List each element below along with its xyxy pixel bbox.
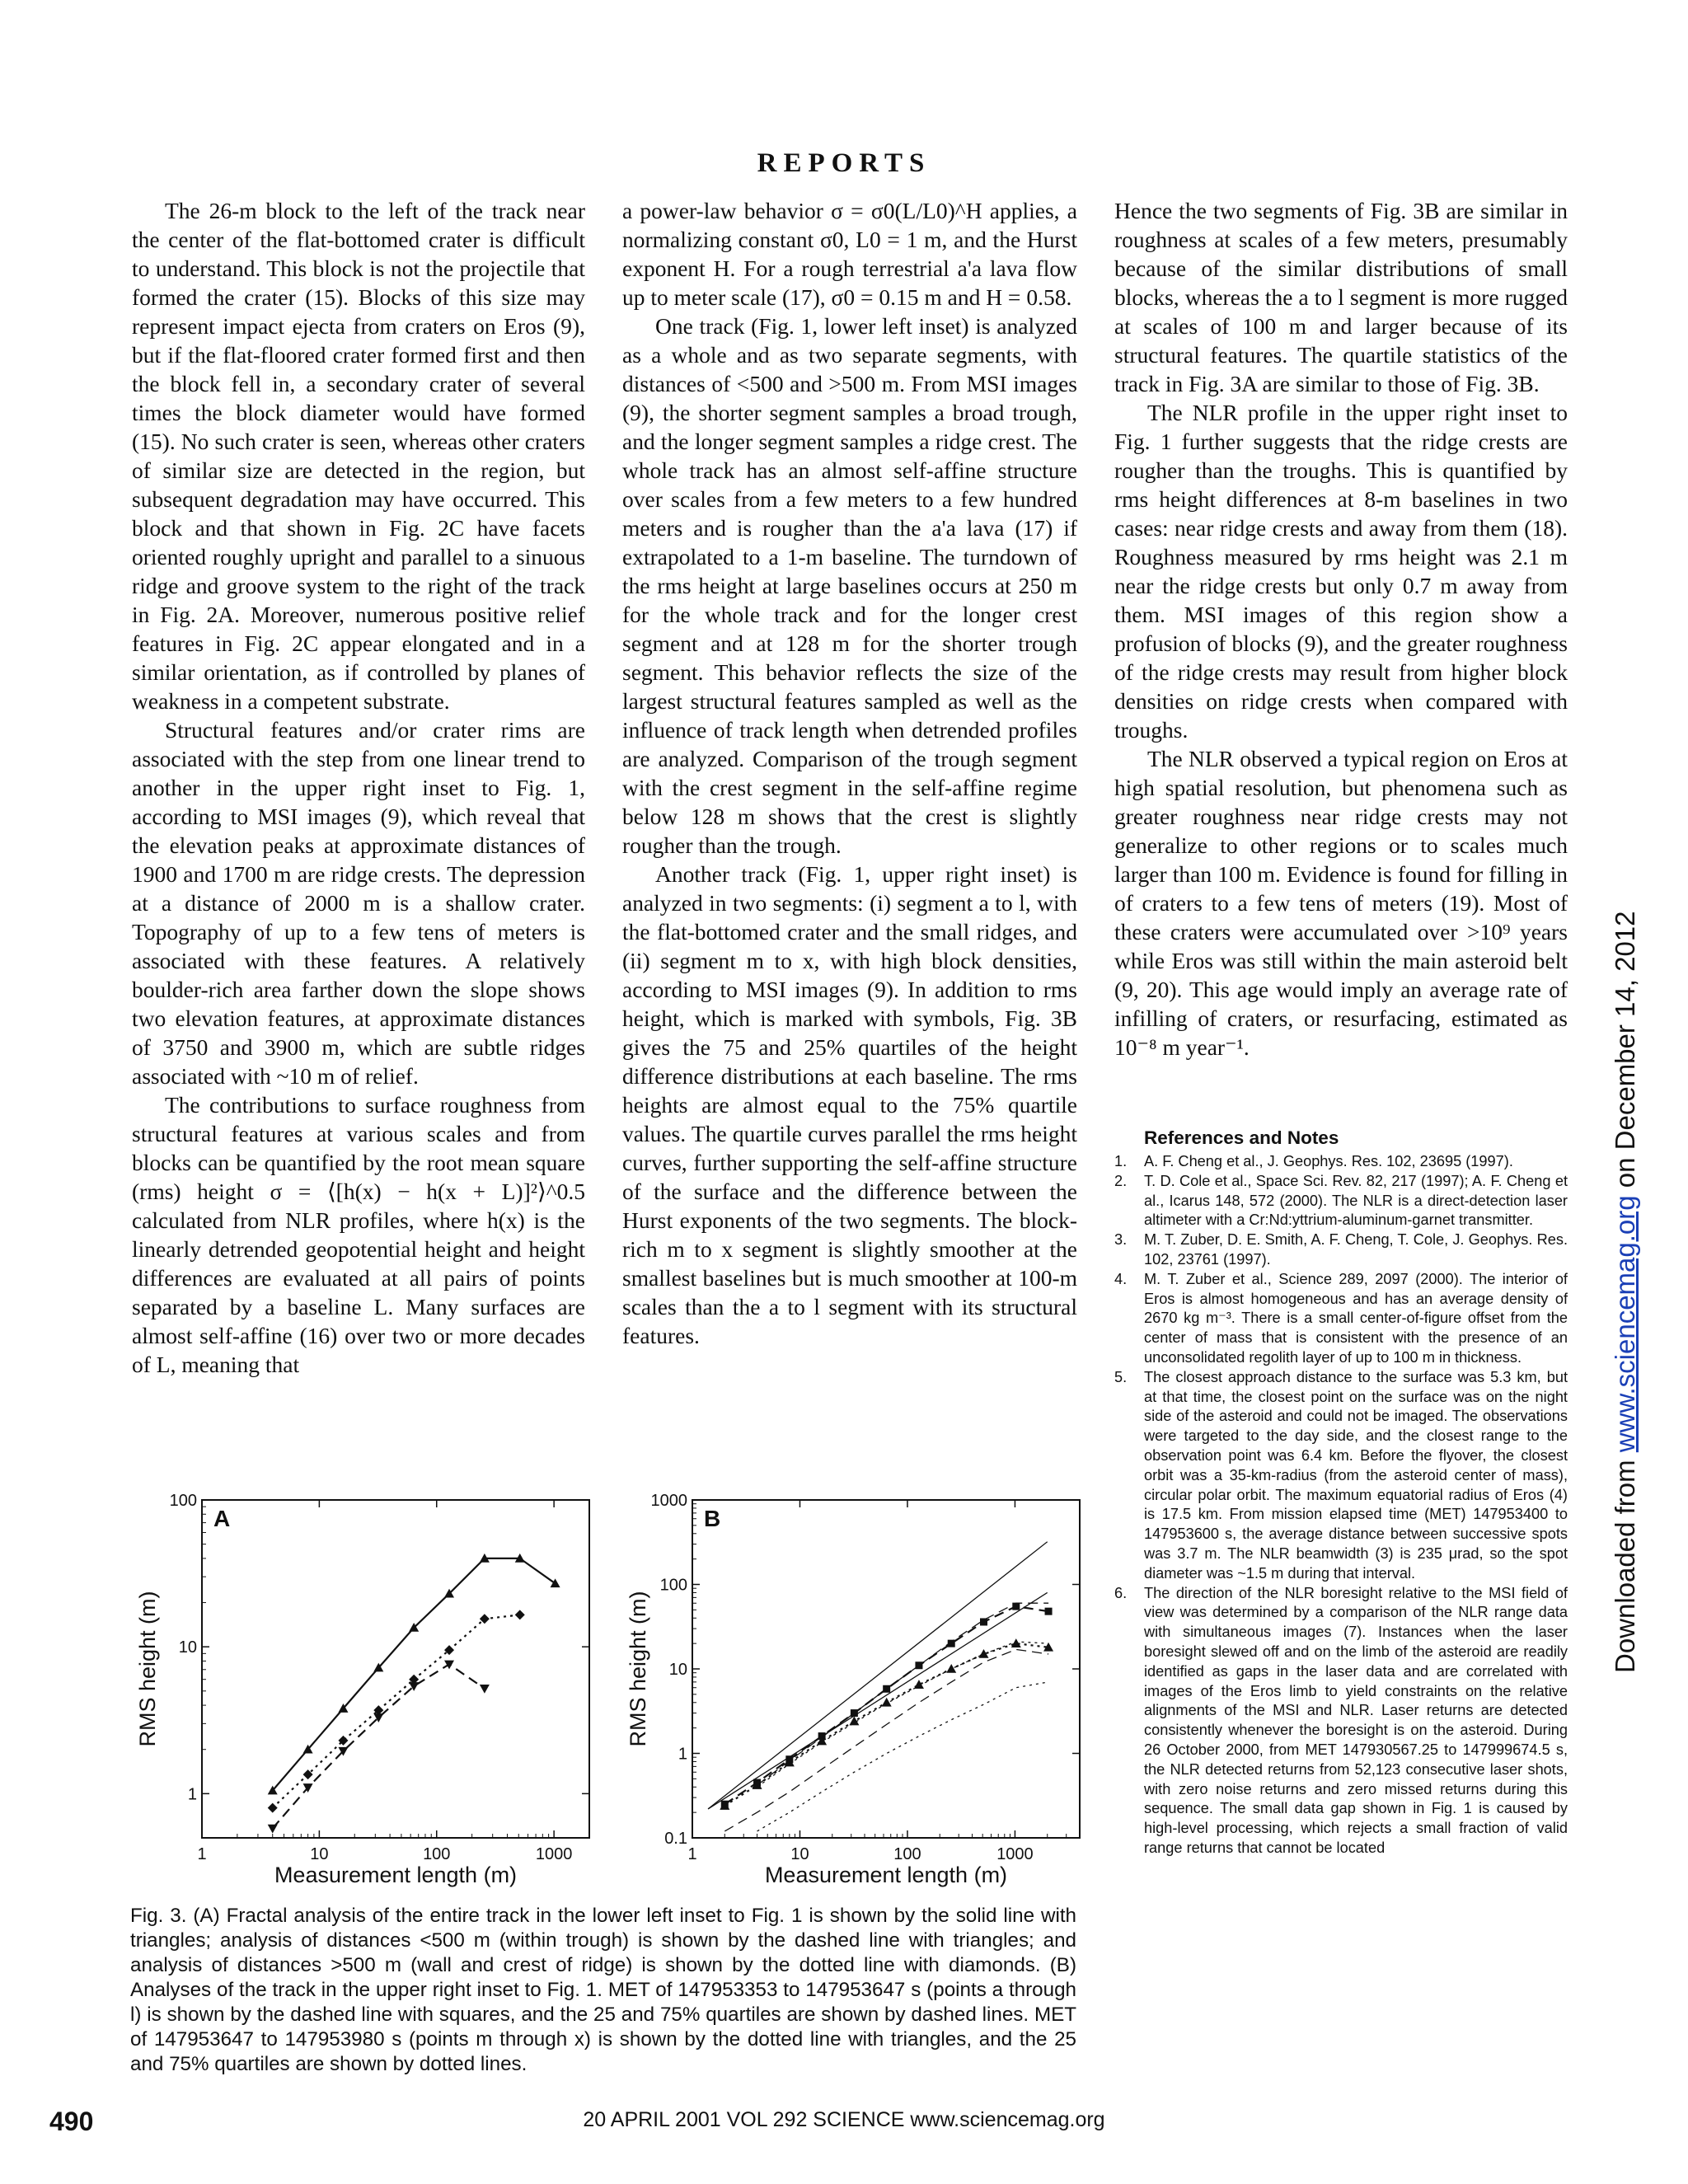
- watermark-suffix: on December 14, 2012: [1610, 911, 1640, 1196]
- paragraph: The 26-m block to the left of the track near the center of the flat-bottomed crater is difficult to understand. This block is not the projectile that formed the crater (15). Blocks of this size may represent impact ejecta from craters on Eros (9), but if the flat-floored crater formed first and then the block fell in, a secondary crater of several times the block diameter would have formed (15). No such crater is seen, whereas other craters of similar size are detected in the region, but subsequent degradation may have occurred. This block and that shown in Fig. 2C have facets oriented roughly upright and parallel to a sinuous ridge and groove system to the right of the track in Fig. 2A. Moreover, numerous positive relief features in Fig. 2C appear elongated and in a similar orientation, as if controlled by planes of weakness in a competent substrate.: [132, 198, 585, 714]
- figure-3a-chart: [124, 1475, 610, 1887]
- panel-label: B: [704, 1506, 721, 1531]
- data-point-marker: [268, 1825, 278, 1834]
- data-point-marker: [480, 1685, 490, 1694]
- figure-3b-chart: [614, 1475, 1100, 1887]
- y-tick-label: 10: [668, 1661, 687, 1679]
- references-section: [1114, 1127, 1568, 1858]
- download-watermark: [1610, 912, 1641, 1674]
- reference-number: 4.: [1114, 1270, 1128, 1287]
- paragraph: The contributions to surface roughness from structural features at various scales and from blocks can be quantified by the root mean square (rms) height σ = ⟨[h(x) − h(x + L)]²⟩^0.5 calculated from NLR profiles, where h(x) is the linearly detrended geopotential height and height differences are evaluated at all pairs of points separated by a baseline L. Many surfaces are almost self-affine (16) over two or more decades of L, meaning that: [132, 1092, 585, 1377]
- series-distances-500-m-wall-and-crest-: [268, 1610, 525, 1812]
- series-m-through-x-75-quartile: [757, 1642, 1049, 1787]
- series-line: [708, 1592, 1048, 1808]
- y-tick-label: 1: [187, 1785, 197, 1804]
- x-tick-label: 1000: [535, 1845, 573, 1863]
- data-point-marker: [268, 1803, 278, 1813]
- y-tick-label: 1: [678, 1745, 687, 1764]
- watermark-prefix: Downloaded from: [1610, 1452, 1640, 1673]
- paragraph: The NLR observed a typical region on Eros at high spatial resolution, but phenomena such as greater roughness near ridge crests may not generalize to other regions or to scales much larger than 100 m. Evidence is found for filling in of craters to a few tens of meters (19). Most of these craters were accumulated over >10⁹ years while Eros was still within the main asteroid belt (9, 20). This age would imply an average rate of infilling of craters, or resurfacing, estimated as 10⁻⁸ m year⁻¹.: [1114, 746, 1568, 1060]
- paragraph: The NLR profile in the upper right inset to Fig. 1 further suggests that the ridge crests are rougher than the troughs. This is quantified by rms height differences at 8-m baselines in two cases: near ridge crests and away from them (18). Roughness measured by rms height was 2.1 m near the ridge crests but only 0.7 m away from them. MSI images of this region show a profusion of blocks (9), and the greater roughness of the ridge crests may result from higher block densities on ridge crests when compared with troughs.: [1114, 400, 1568, 743]
- series-entire-track: [268, 1554, 560, 1794]
- reference-text: The direction of the NLR boresight relative to the MSI field of view was determined by a comparison of the NLR range data with simultaneous images (7). Instances when the laser boresight slewed off and on the limb of the asteroid are readily identified as gaps in the laser data and are correlated with images of the Eros limb to yield constraints on the relative alignments of the MSI and NLR. Laser returns are detected consistently whenever the boresight is on the asteroid. During 26 October 2000, from MET 147930567.25 to 147999674.5 s, the NLR detected returns from 52,123 consecutive laser shots, with zero noise returns and zero missed returns during this sequence. The small data gap shown in Fig. 1 is caused by high-level processing, which rejects a small fraction of valid range returns that cannot be located: [1144, 1584, 1568, 1856]
- reference-text: M. T. Zuber, D. E. Smith, A. F. Cheng, T. Cole, J. Geophys. Res. 102, 23761 (1997).: [1144, 1231, 1568, 1268]
- reference-item: [1114, 1368, 1568, 1584]
- watermark-link[interactable]: www.sciencemag.org: [1610, 1195, 1640, 1453]
- data-point-marker: [515, 1610, 525, 1619]
- series-a-through-l-25-quartile: [724, 1649, 1048, 1830]
- y-tick-label: 100: [169, 1492, 197, 1510]
- reference-text: A. F. Cheng et al., J. Geophys. Res. 102, 23695 (1997).: [1144, 1153, 1513, 1169]
- series-line: [708, 1542, 1048, 1809]
- figure-caption: Fig. 3. (A) Fractal analysis of the entire track in the lower left inset to Fig. 1 is shown by the solid line with triangles; analysis of distances <500 m (within trough) is shown by the dashed line with triangles; and analysis of distances >500 m (wall and crest of ridge) is shown by the dotted line with diamonds. (B) Analyses of the track in the upper right inset to Fig. 1. MET of 147953353 to 147953647 s (points a through l) is shown by the dashed line with squares, and the 25 and 75% quartiles are shown by dashed lines. MET of 147953647 to 147953980 s (points m through x) is shown by the dotted line with triangles, and the 25 and 75% quartiles are shown by dotted lines.: [130, 1905, 1076, 2075]
- y-axis-label: RMS height (m): [135, 1591, 160, 1747]
- series-line: [273, 1664, 485, 1828]
- reference-text: T. D. Cole et al., Space Sci. Rev. 82, 217 (1997); A. F. Cheng et al., Icarus 148, 572 (2000). The NLR is a direct-detection laser altimeter with a Cr:Nd:yttrium-aluminum-garnet transmitter.: [1144, 1172, 1568, 1229]
- references-title: References and Notes: [1144, 1127, 1339, 1148]
- page-number: 490: [49, 2107, 94, 2136]
- section-header: REPORTS: [757, 148, 931, 178]
- text-column-1: [132, 196, 585, 1379]
- x-tick-label: 1: [197, 1845, 207, 1863]
- y-axis-label: RMS height (m): [626, 1591, 650, 1747]
- y-tick-label: 1000: [650, 1492, 687, 1510]
- x-axis-label: Measurement length (m): [274, 1863, 518, 1887]
- reference-item: [1114, 1172, 1568, 1230]
- footer-citation: 20 APRIL 2001 VOL 292 SCIENCE www.sciencemag.org: [583, 2108, 1105, 2131]
- x-axis-label: Measurement length (m): [764, 1863, 1008, 1887]
- reference-number: 1.: [1114, 1153, 1128, 1169]
- paragraph: Hence the two segments of Fig. 3B are similar in roughness at scales of a few meters, presumably because of the similar distributions of small blocks, whereas the a to l segment is more rugged at scales of 100 m and larger because of its structural features. The quartile statistics of the track in Fig. 3A are similar to those of Fig. 3B.: [1114, 198, 1568, 396]
- reference-number: 5.: [1114, 1368, 1128, 1385]
- x-tick-label: 100: [423, 1845, 451, 1863]
- data-point-marker: [946, 1664, 956, 1673]
- data-point-marker: [551, 1578, 560, 1587]
- reference-number: 3.: [1114, 1231, 1128, 1249]
- reference-text: The closest approach distance to the surface was 5.3 km, but at that time, the closest point on the surface was on the night side of the asteroid and could not be imaged. The observations were targeted to the day side, and the closest range to the observation point was 6.4 km. Before the flyover, the closest orbit was a 35-km-radius (from the asteroid center of mass), circular polar orbit. The maximum equatorial radius of Eros (4) is 17.5 km. From mission elapsed time (MET) 147953400 to 147953600 s, the average distance between successive spots was 3.7 m. The NLR beamwidth (3) is 235 μrad, so the spot diameter was ~1.5 m during that interval.: [1144, 1368, 1568, 1582]
- paragraph: Another track (Fig. 1, upper right inset) is analyzed in two segments: (i) segment a to l, with the flat-bottomed crater and the small ridges, and (ii) segment m to x, with high block densities, according to MSI images (9). In addition to rms height, which is marked with symbols, Fig. 3B gives the 75 and 25% quartiles of the height difference distributions at each baseline. The rms heights are almost equal to the 75% quartile values. The quartile curves parallel the rms height curves, further supporting the self-affine structure of the surface and the difference between the Hurst exponents of the two segments. The block-rich m to x segment is slightly smoother at the smallest baselines but is much smoother at 100-m scales than the a to l segment with its structural features.: [622, 861, 1077, 1348]
- x-tick-label: 1: [687, 1845, 697, 1863]
- text-column-3: [1114, 196, 1568, 1062]
- plot-frame: [202, 1500, 589, 1838]
- series-distances-500-m-trough-: [268, 1661, 490, 1834]
- reference-number: 6.: [1114, 1584, 1128, 1601]
- x-tick-label: 10: [310, 1845, 329, 1863]
- y-tick-label: 0.1: [664, 1830, 687, 1848]
- series-line: [273, 1615, 520, 1807]
- paragraph: Structural features and/or crater rims are associated with the step from one linear trend to another in the upper right inset to Fig. 1, according to MSI images (9), which reveal that the elevation peaks at approximate distances of 1900 and 1700 m are ridge crests. The depression at a distance of 2000 m is a shallow crater. Topography of up to a few tens of meters is associated with these features. A relatively boulder-rich area farther down the slope shows two elevation features, at approximate distances of 3750 and 3900 m, which are subtle ridges associated with ~10 m of relief.: [132, 717, 585, 1089]
- series-reference-line-2: [708, 1592, 1048, 1808]
- paragraph: One track (Fig. 1, lower left inset) is analyzed as a whole and as two separate segments, with distances of <500 and >500 m. From MSI images (9), the shorter segment samples a broad trough, and the longer segment samples a ridge crest. The whole track has an almost self-affine structure over scales from a few meters to a few hundred meters and is rougher than the a'a lava (17) if extrapolated to a 1-m baseline. The turndown of the rms height at large baselines occurs at 250 m for the whole track and for the longer crest segment and at 128 m for the shorter trough segment. This behavior reflects the size of the largest structural features sampled as well as the influence of track length when detrended profiles are analyzed. Comparison of the trough segment with the crest segment in the self-affine regime below 128 m shows that the crest is slightly rougher than the trough.: [622, 313, 1077, 858]
- data-point-marker: [882, 1698, 892, 1707]
- series-line: [724, 1649, 1048, 1830]
- reference-item: [1114, 1152, 1568, 1172]
- data-point-marker: [1012, 1603, 1020, 1610]
- reference-item: [1114, 1584, 1568, 1858]
- data-point-marker: [444, 1661, 454, 1670]
- paragraph: a power-law behavior σ = σ0(L/L0)^H applies, a normalizing constant σ0, L0 = 1 m, and the Hurst exponent H. For a rough terrestrial a'a lava flow up to meter scale (17), σ0 = 0.15 m and H = 0.58.: [622, 198, 1077, 310]
- x-tick-label: 1000: [996, 1845, 1034, 1863]
- reference-number: 2.: [1114, 1172, 1128, 1189]
- reference-text: M. T. Zuber et al., Science 289, 2097 (2000). The interior of Eros is almost homogeneous and has an average density of 2670 kg m⁻³. There is a small center-of-figure offset from the center of mass that is consistent with the presence of an unconsolidated regolith layer of up to 100 m in thickness.: [1144, 1270, 1568, 1366]
- series-line: [757, 1642, 1049, 1787]
- text-column-2: [622, 196, 1077, 1350]
- reference-item: [1114, 1230, 1568, 1270]
- reference-item: [1114, 1270, 1568, 1368]
- x-tick-label: 100: [893, 1845, 921, 1863]
- references-list: [1114, 1152, 1568, 1858]
- y-tick-label: 10: [178, 1638, 197, 1657]
- data-point-marker: [914, 1680, 924, 1689]
- panel-label: A: [213, 1506, 231, 1531]
- data-point-marker: [1045, 1608, 1053, 1615]
- series-reference-line-1: [708, 1542, 1048, 1809]
- data-point-marker: [980, 1618, 987, 1625]
- x-tick-label: 10: [790, 1845, 809, 1863]
- y-tick-label: 100: [659, 1576, 687, 1595]
